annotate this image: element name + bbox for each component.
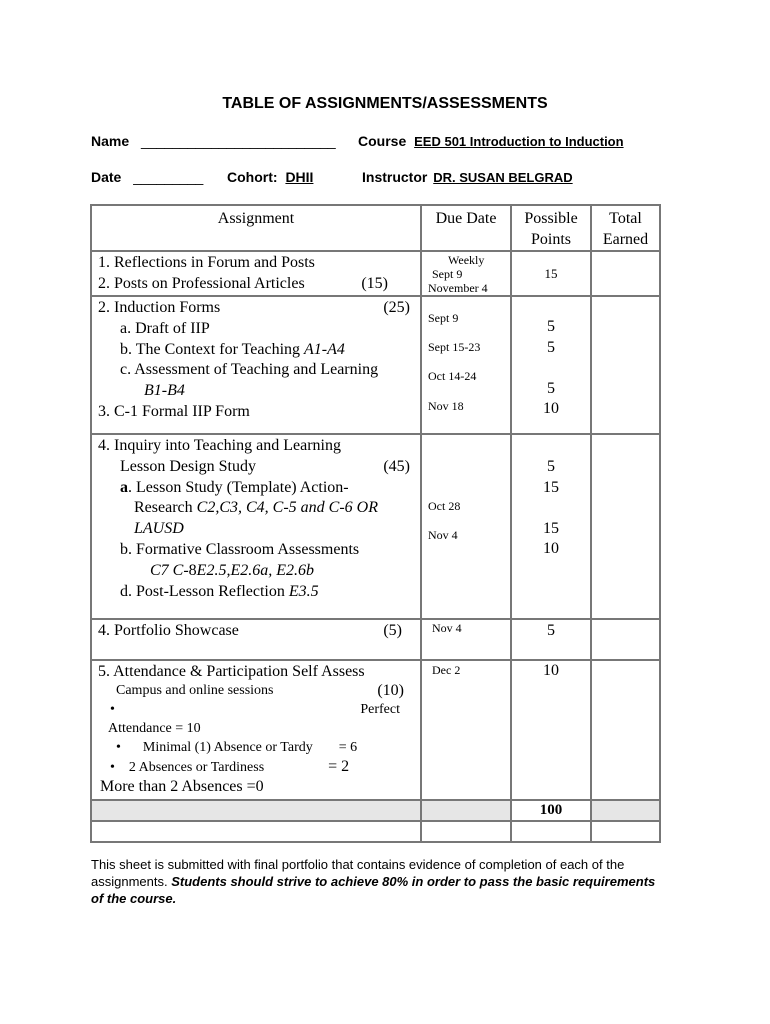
table-row bbox=[91, 660, 660, 800]
assignment-text: c. Assessment of Teaching and Learning bbox=[120, 361, 379, 379]
assignment-text: B1-B4 bbox=[144, 382, 185, 400]
col-possible-line1: Possible bbox=[524, 210, 578, 227]
date-label: Date bbox=[91, 169, 122, 185]
points-value: 15 bbox=[543, 478, 559, 496]
due-date-cell bbox=[421, 296, 511, 434]
total-row bbox=[91, 800, 660, 821]
due-date: Sept 15-23 bbox=[428, 340, 481, 354]
col-total-earned bbox=[591, 205, 660, 251]
assignment-text: d. Post-Lesson Reflection E3.5 bbox=[120, 582, 319, 600]
footer-bold-note: Students should strive to achieve 80% in order to pass the basic requirements of the course. bbox=[91, 874, 656, 906]
assignment-points: (25) bbox=[383, 299, 410, 316]
blank-cell bbox=[511, 821, 591, 842]
earned-cell[interactable] bbox=[591, 660, 660, 800]
col-assignment: Assignment bbox=[91, 205, 421, 251]
total-earned-cell[interactable] bbox=[591, 800, 660, 821]
assignment-text: 4. Portfolio Showcase bbox=[98, 622, 239, 639]
blank-cell bbox=[421, 821, 511, 842]
table-row bbox=[91, 619, 660, 660]
assignment-cell bbox=[91, 434, 421, 619]
cohort-value: DHII bbox=[285, 169, 314, 185]
col-total-line1: Total bbox=[609, 210, 642, 227]
table-row bbox=[91, 251, 660, 296]
due-date: Weekly bbox=[448, 253, 485, 267]
due-date-cell bbox=[421, 434, 511, 619]
points-value: 5 bbox=[547, 318, 555, 335]
name-blank: _________________________ bbox=[141, 133, 336, 149]
points-value: 15 bbox=[543, 519, 559, 537]
due-date: Sept 9 bbox=[428, 311, 459, 325]
points-cell bbox=[511, 296, 591, 434]
assignment-cell bbox=[91, 619, 421, 660]
points-cell: 10 bbox=[511, 660, 591, 800]
due-date: November 4 bbox=[428, 281, 488, 295]
assignment-text: 1. Reflections in Forum and Posts bbox=[98, 254, 315, 271]
points-cell: 5 bbox=[511, 619, 591, 660]
page-title: TABLE OF ASSIGNMENTS/ASSESSMENTS bbox=[222, 95, 548, 112]
points-value: 5 bbox=[547, 458, 555, 475]
bullet-icon: • bbox=[116, 740, 121, 755]
blank-cell bbox=[91, 821, 421, 842]
assignment-text: • 2 Absences or Tardiness = 2 bbox=[110, 758, 350, 775]
due-date: Nov 4 bbox=[428, 528, 458, 542]
assignment-points: (10) bbox=[377, 682, 404, 699]
earned-cell[interactable] bbox=[591, 434, 660, 619]
instructor-line bbox=[362, 169, 573, 185]
due-date-cell: Nov 4 bbox=[421, 619, 511, 660]
table-row bbox=[91, 434, 660, 619]
points-cell: 15 bbox=[511, 251, 591, 296]
assignment-points: (45) bbox=[383, 457, 410, 475]
course-line bbox=[358, 133, 624, 149]
date-line bbox=[91, 169, 203, 185]
course-value: EED 501 Introduction to Induction bbox=[414, 134, 624, 149]
assignment-text: b. The Context for Teaching A1-A4 bbox=[120, 340, 345, 358]
due-date: Nov 18 bbox=[428, 399, 464, 413]
points-cell bbox=[511, 434, 591, 619]
assignment-text: More than 2 Absences =0 bbox=[100, 778, 264, 795]
assignment-text: a. Draft of IIP bbox=[120, 319, 210, 337]
earned-cell[interactable] bbox=[591, 296, 660, 434]
date-blank: _________ bbox=[133, 169, 204, 185]
blank-row bbox=[91, 821, 660, 842]
bullet-icon: • bbox=[110, 760, 115, 775]
due-date: Sept 9 bbox=[432, 267, 463, 281]
assignment-cell bbox=[91, 660, 421, 800]
assignment-points: (5) bbox=[383, 622, 402, 639]
cohort-label: Cohort: bbox=[227, 169, 278, 185]
assignments-table bbox=[90, 204, 661, 843]
blank-cell bbox=[591, 821, 660, 842]
col-possible-line2: Points bbox=[530, 231, 571, 248]
course-label: Course bbox=[358, 133, 407, 149]
points-value: 5 bbox=[547, 379, 555, 397]
earned-cell[interactable] bbox=[591, 619, 660, 660]
points-value: 10 bbox=[543, 540, 559, 557]
assignment-text: Research C2,C3, C4, C-5 and C-6 OR bbox=[134, 499, 378, 517]
assignment-text: LAUSD bbox=[134, 520, 184, 538]
assignment-cell bbox=[91, 251, 421, 296]
due-date: Oct 28 bbox=[428, 499, 461, 513]
assignment-text: Perfect bbox=[360, 702, 400, 717]
earned-cell[interactable] bbox=[591, 251, 660, 296]
table-row bbox=[91, 296, 660, 434]
table-header-row bbox=[91, 205, 660, 251]
assignment-text: Attendance = 10 bbox=[108, 721, 201, 736]
assignment-text: b. Formative Classroom Assessments bbox=[120, 540, 360, 558]
assignment-points: (15) bbox=[361, 274, 388, 292]
assignment-text: • Minimal (1) Absence or Tardy = 6 bbox=[116, 740, 358, 755]
due-date-cell: Dec 2 bbox=[421, 660, 511, 800]
total-label-cell bbox=[91, 800, 421, 821]
col-possible-points bbox=[511, 205, 591, 251]
footer-text: This sheet is submitted with final portfolio that contains evidence of completion of each of the assignments. bbox=[91, 857, 625, 889]
total-points: 100 bbox=[511, 800, 591, 821]
cohort-line bbox=[227, 169, 313, 185]
total-date-cell bbox=[421, 800, 511, 821]
instructor-label: Instructor bbox=[362, 169, 428, 185]
col-due-date: Due Date bbox=[421, 205, 511, 251]
assignment-cell bbox=[91, 296, 421, 434]
col-total-line2: Earned bbox=[602, 231, 649, 248]
points-value: 5 bbox=[547, 338, 555, 356]
footer-note bbox=[91, 856, 671, 907]
assignment-text: a. Lesson Study (Template) Action- bbox=[120, 478, 349, 496]
name-line bbox=[91, 133, 336, 149]
assignment-text: 5. Attendance & Participation Self Assess bbox=[98, 663, 365, 680]
assignment-text: C7 C-8E2.5,E2.6a, E2.6b bbox=[150, 561, 314, 579]
name-label: Name bbox=[91, 133, 130, 149]
instructor-value: DR. SUSAN BELGRAD bbox=[433, 170, 573, 185]
due-date-cell bbox=[421, 251, 511, 296]
assignment-text: 2. Induction Forms bbox=[98, 299, 221, 316]
assignment-text: 2. Posts on Professional Articles bbox=[98, 274, 305, 292]
due-date: Oct 14-24 bbox=[428, 369, 477, 383]
assignment-text: 3. C-1 Formal IIP Form bbox=[98, 402, 250, 420]
bullet-icon: • bbox=[110, 702, 115, 717]
points-value: 10 bbox=[543, 400, 559, 417]
assignment-text: Lesson Design Study bbox=[120, 457, 256, 475]
assignment-text: Campus and online sessions bbox=[116, 683, 274, 698]
assignment-text: 4. Inquiry into Teaching and Learning bbox=[98, 437, 341, 454]
